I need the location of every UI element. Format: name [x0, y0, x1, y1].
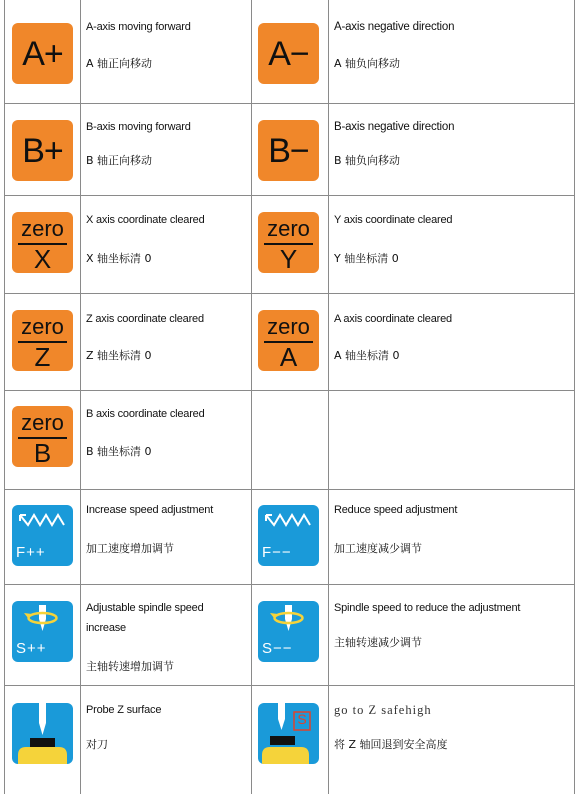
- feed-increase-description: Increase speed adjustment: [86, 504, 214, 516]
- b-minus-description: B-axis negative direction: [334, 121, 455, 133]
- a-zero-description-cn: A 轴坐标清 0: [334, 349, 400, 362]
- feed-increase-icon: F++: [12, 505, 73, 566]
- column-divider: [328, 0, 329, 794]
- b-minus-description-cn: B 轴负向移动: [334, 154, 401, 167]
- spindle-decrease-description-cn: 主轴转速减少调节: [334, 636, 422, 649]
- column-divider: [251, 0, 252, 794]
- row-divider: [4, 489, 575, 490]
- a-minus-description: A-axis negative direction: [334, 21, 455, 33]
- feed-increase-description-cn: 加工速度增加调节: [86, 542, 174, 555]
- row-divider: [4, 584, 575, 585]
- a-minus-icon: A−: [258, 23, 319, 84]
- probe-z-icon: [12, 703, 73, 764]
- b-plus-icon: B+: [12, 120, 73, 181]
- row-divider: [4, 685, 575, 686]
- row-divider: [4, 390, 575, 391]
- a-plus-description-cn: A 轴正向移动: [86, 57, 153, 70]
- feed-decrease-description-cn: 加工速度减少调节: [334, 542, 422, 555]
- a-plus-description: A-axis moving forward: [86, 21, 191, 33]
- b-zero-description: B axis coordinate cleared: [86, 408, 205, 420]
- spindle-decrease-icon: S−−: [258, 601, 319, 662]
- table-border-left: [4, 0, 5, 794]
- a-zero-description: A axis coordinate cleared: [334, 313, 452, 325]
- b-minus-icon: B−: [258, 120, 319, 181]
- y-zero-description-cn: Y 轴坐标清 0: [334, 252, 399, 265]
- safe-height-icon: [258, 703, 319, 764]
- spindle-increase-description: Adjustable spindle speed: [86, 602, 204, 614]
- column-divider: [80, 0, 81, 794]
- z-zero-description-cn: Z 轴坐标清 0: [86, 349, 152, 362]
- b-plus-description-cn: B 轴正向移动: [86, 154, 153, 167]
- safe-height-badge: S: [297, 711, 307, 727]
- row-divider: [4, 103, 575, 104]
- row-divider: [4, 293, 575, 294]
- probe-z-description-cn: 对刀: [86, 738, 108, 751]
- zero-b-icon: zero B: [12, 406, 73, 467]
- b-plus-description: B-axis moving forward: [86, 121, 191, 133]
- probe-z-description: Probe Z surface: [86, 704, 162, 716]
- x-zero-description-cn: X 轴坐标清 0: [86, 252, 152, 265]
- z-zero-description: Z axis coordinate cleared: [86, 313, 204, 325]
- spindle-increase-description-cn: 主轴转速增加调节: [86, 660, 174, 673]
- spindle-increase-description-line2: increase: [86, 622, 126, 634]
- spindle-increase-icon: S++: [12, 601, 73, 662]
- feed-decrease-icon: F−−: [258, 505, 319, 566]
- feed-decrease-description: Reduce speed adjustment: [334, 504, 458, 516]
- zero-z-icon: zero Z: [12, 310, 73, 371]
- row-divider: [4, 195, 575, 196]
- y-zero-description: Y axis coordinate cleared: [334, 214, 453, 226]
- zero-x-icon: zero X: [12, 212, 73, 273]
- safe-height-description-cn: 将 Z 轴回退到安全高度: [334, 738, 448, 751]
- spindle-decrease-description: Spindle speed to reduce the adjustment: [334, 602, 521, 614]
- a-minus-description-cn: A 轴负向移动: [334, 57, 401, 70]
- b-zero-description-cn: B 轴坐标清 0: [86, 445, 152, 458]
- probe-tool-icon: [12, 703, 73, 764]
- table-border-right: [574, 0, 575, 794]
- x-zero-description: X axis coordinate cleared: [86, 214, 205, 226]
- zero-y-icon: zero Y: [258, 212, 319, 273]
- a-plus-icon: A+: [12, 23, 73, 84]
- safe-height-description: go to Z safehigh: [334, 703, 432, 717]
- zero-a-icon: zero A: [258, 310, 319, 371]
